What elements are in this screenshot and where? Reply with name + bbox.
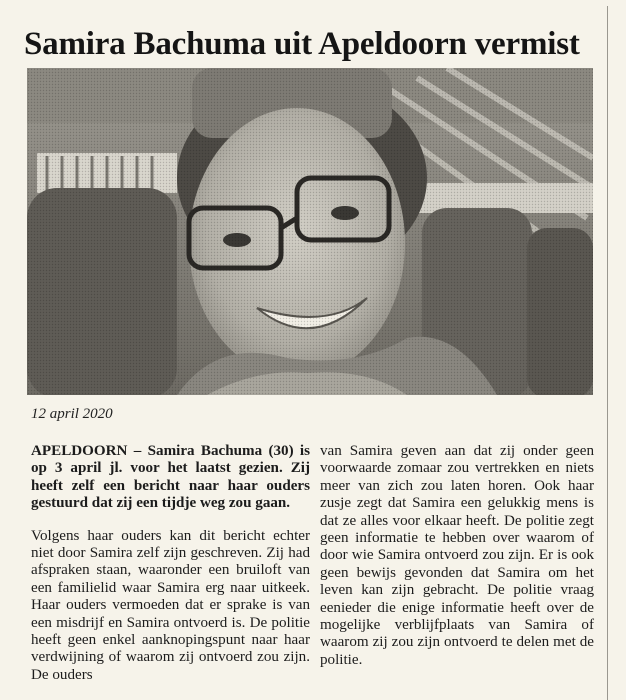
article-headline: Samira Bachuma uit Apeldoorn vermist <box>24 26 580 62</box>
article-column-left <box>31 443 310 684</box>
column-divider <box>607 6 608 700</box>
article-photo <box>27 68 593 395</box>
article-date: 12 april 2020 <box>31 406 113 422</box>
article-column-right <box>320 443 594 669</box>
article-lead: APELDOORN – Samira Bachuma (30) is op 3 april jl. voor het laatst gezien. Zij heeft zelf een bericht naar haar ouders gestuurd dat zij een tijdje weg zou gaan. <box>31 443 310 512</box>
article-body-right: van Samira geven aan dat zij onder geen voorwaarde zomaar zou vertrekken en niets meer van zich zou laten horen. Ook haar zusje zegt dat Samira een gelukkig mens is dat ze alles voor elkaar heeft. De politie zegt geen informatie te hebben over waarom of door wie Samira ontvoerd zou zijn. Er is ook geen bewijs gevonden dat Samira om het leven kan zijn gebracht. De politie vraag eenieder die enige informatie heeft over de mogelijke verblijfplaats van Samira of waarom zij zou zijn ontvoerd te delen met de politie. <box>320 443 594 668</box>
article-body-left: Volgens haar ouders kan dit bericht echter niet door Samira zelf zijn geschreven. Zij had afspraken staan, waaronder een bruiloft van een familielid waar Samira erg naar uitkeek. Haar ouders vermoeden dat er sprake is van een misdrijf en Samira ontvoerd is. De politie heeft geen enkel aanknopingspunt naar haar verdwijning of waarom zij ontvoerd zou zijn. De ouders <box>31 527 310 683</box>
